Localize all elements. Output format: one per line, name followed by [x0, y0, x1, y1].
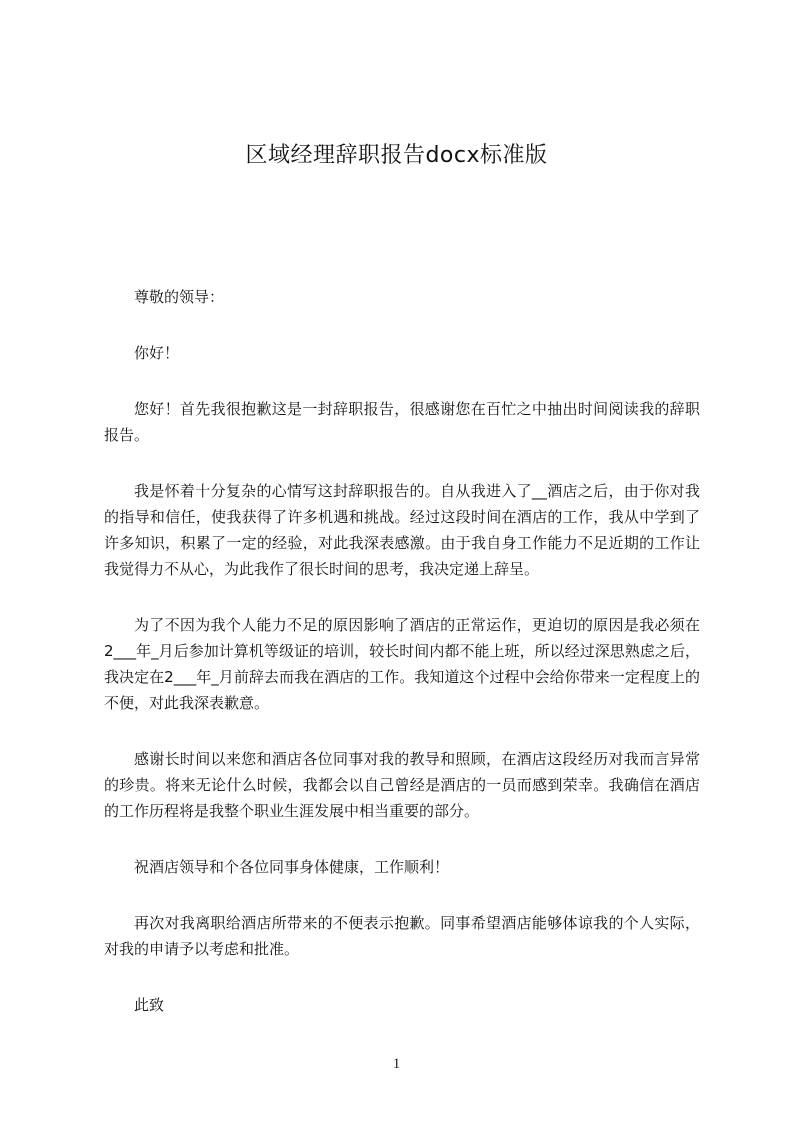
- body-paragraph: 再次对我离职给酒店所带来的不便表示抱歉。同事希望酒店能够体谅我的个人实际，对我的申请予以考虑和批准。: [104, 914, 700, 958]
- salutation: 尊敬的领导：: [134, 288, 225, 306]
- document-title: 区域经理辞职报告docx标准版: [245, 143, 548, 168]
- page-number: 1: [392, 1056, 401, 1072]
- body-paragraph: 您好！首先我很抱歉这是一封辞职报告，很感谢您在百忙之中抽出时间阅读我的辞职报告。: [104, 400, 700, 444]
- document-body: [104, 284, 700, 1048]
- greeting: 你好！: [134, 344, 180, 362]
- closing: 此致: [134, 996, 165, 1014]
- body-paragraph: 感谢长时间以来您和酒店各位同事对我的教导和照顾，在酒店这段经历对我而言异常的珍贵。将来无论什么时候，我都会以自己曾经是酒店的一员而感到荣幸。我确信在酒店的工作历程将是我整个职业生涯发展中相当重要的部分。: [104, 750, 700, 820]
- body-paragraph: 为了不因为我个人能力不足的原因影响了酒店的正常运作，更迫切的原因是我必须在2___年_月后参加计算机等级证的培训，较长时间内都不能上班，所以经过深思熟虑之后，我决定在2___年_月前辞去而我在酒店的工作。我知道这个过程中会给你带来一定程度上的不便，对此我深表歉意。: [104, 616, 700, 712]
- body-paragraph: 我是怀着十分复杂的心情写这封辞职报告的。自从我进入了__酒店之后，由于你对我的指导和信任，使我获得了许多机遇和挑战。经过这段时间在酒店的工作，我从中学到了许多知识，积累了一定的经验，对此我深表感激。由于我自身工作能力不足近期的工作让我觉得力不从心，为此我作了很长时间的思考，我决定递上辞呈。: [104, 482, 700, 578]
- wishes-paragraph: 祝酒店领导和个各位同事身体健康，工作顺利！: [134, 858, 450, 876]
